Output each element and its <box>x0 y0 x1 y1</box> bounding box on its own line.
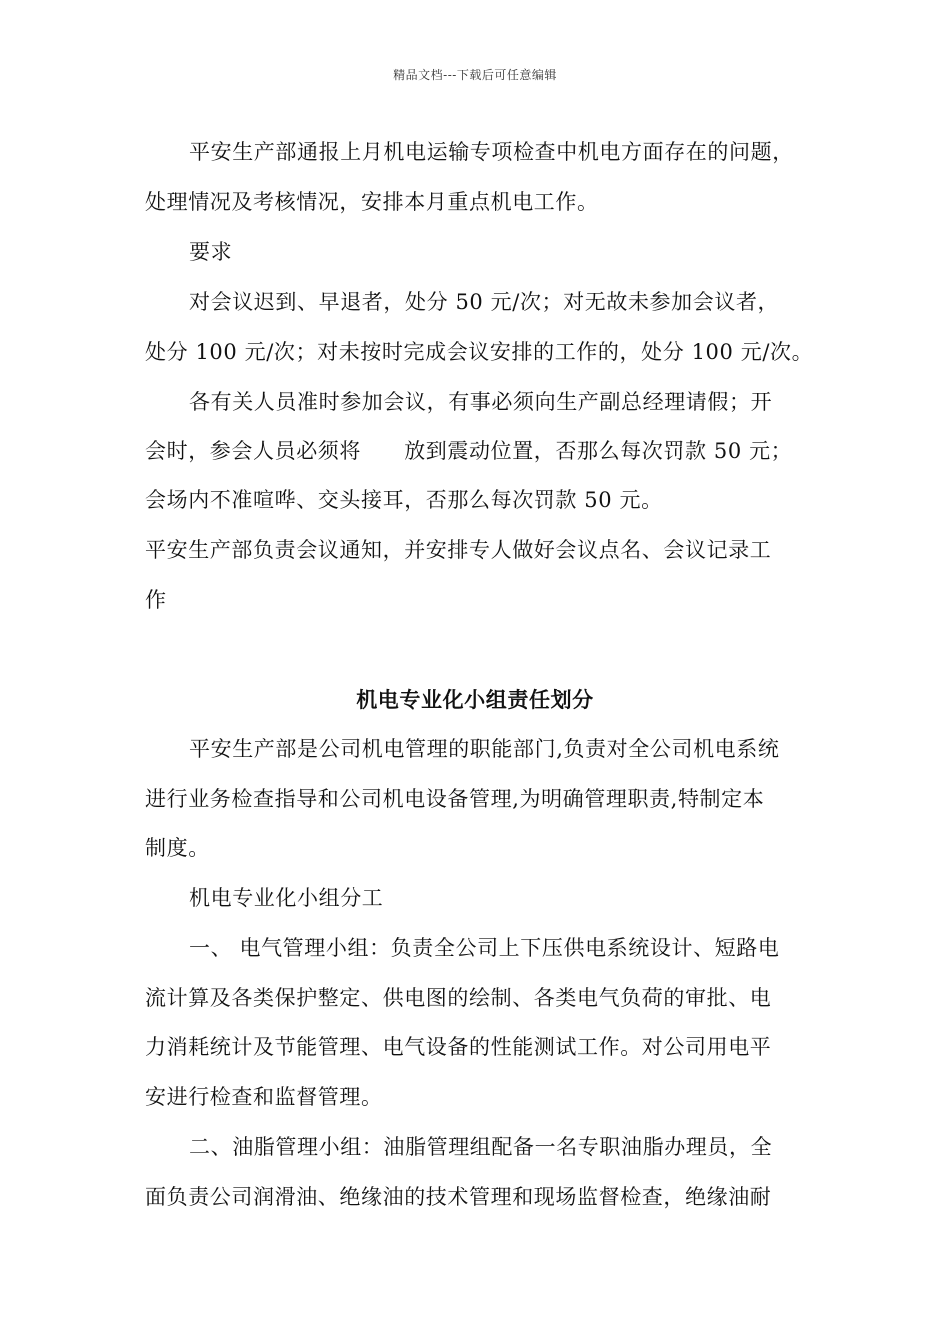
section-title: 机电专业化小组责任划分 <box>356 688 594 712</box>
paragraph-line: 制度。 <box>145 836 210 860</box>
section-heading: 要求 <box>189 240 233 264</box>
paragraph-line: 处理情况及考核情况，安排本月重点机电工作。 <box>145 190 599 214</box>
paragraph-line: 进行业务检查指导和公司机电设备管理,为明确管理职责,特制定本 <box>145 787 765 811</box>
paragraph-line: 平安生产部是公司机电管理的职能部门,负责对全公司机电系统 <box>189 737 780 761</box>
paragraph-line: 力消耗统计及节能管理、电气设备的性能测试工作。对公司用电平 <box>145 1035 772 1059</box>
paragraph-line: 平安生产部通报上月机电运输专项检查中机电方面存在的问题， <box>189 140 794 164</box>
paragraph-line: 会时，参会人员必须将 放到震动位置，否那么每次罚款 50 元； <box>145 439 793 463</box>
section-heading: 机电专业化小组分工 <box>189 886 384 910</box>
paragraph-line: 对会议迟到、早退者，处分 50 元/次；对无故未参加会议者， <box>189 290 780 314</box>
paragraph-line: 处分 100 元/次；对未按时完成会议安排的工作的，处分 100 元/次。 <box>145 340 814 364</box>
paragraph-line: 各有关人员准时参加会议，有事必须向生产副总经理请假；开 <box>189 390 773 414</box>
paragraph-line: 平安生产部负责会议通知，并安排专人做好会议点名、会议记录工 <box>145 538 772 562</box>
paragraph-line: 面负责公司润滑油、绝缘油的技术管理和现场监督检查，绝缘油耐 <box>145 1185 772 1209</box>
paragraph-line: 一、 电气管理小组：负责全公司上下压供电系统设计、短路电 <box>189 936 780 960</box>
paragraph-line: 安进行检查和监督管理。 <box>145 1085 383 1109</box>
paragraph-line: 作 <box>145 588 167 612</box>
page-header: 精品文档---下载后可任意编辑 <box>393 68 557 82</box>
paragraph-line: 流计算及各类保护整定、供电图的绘制、各类电气负荷的审批、电 <box>145 986 772 1010</box>
paragraph-line: 会场内不准喧哗、交头接耳，否那么每次罚款 50 元。 <box>145 488 663 512</box>
paragraph-line: 二、油脂管理小组：油脂管理组配备一名专职油脂办理员，全 <box>189 1135 773 1159</box>
